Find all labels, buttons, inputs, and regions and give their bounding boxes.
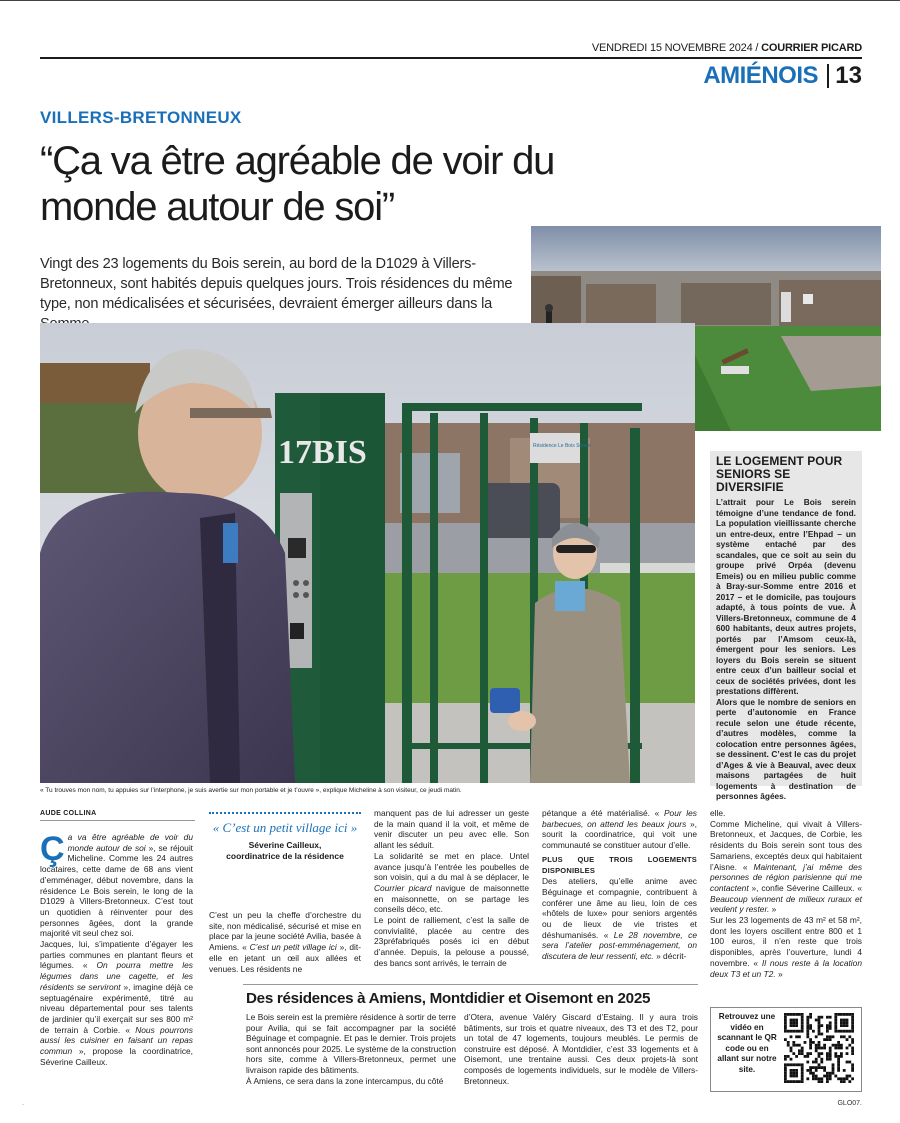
sidebar-title: LE LOGEMENT POUR SENIORS SE DIVERSIFIE bbox=[716, 454, 843, 494]
paragraph-5-text-a: La solidarité se met en place. Untel avance jusqu’à l’entrée les poubelles de son voisin, qui a du mal à se déplacer, le bbox=[374, 850, 529, 883]
paragraph-10-text-c: » bbox=[771, 904, 777, 915]
paragraph-5-paper: Courrier picard bbox=[374, 882, 432, 893]
paragraph-9: elle. bbox=[710, 808, 726, 818]
section-title: AMIÉNOIS bbox=[703, 62, 818, 89]
sidebar-paragraph-1: L’attrait pour Le Bois serein témoigne d’une tendance de fond. La population vieillissante cherche un entre-deux, entre l’Ehpad – un système entaché par des scandales, que ce soit au sein du groupe privé Orpéa (devenu Emeis) ou en milieu public comme à Bray-sur-Somme entre 2016 et 2017 – et le domicile, pas toujours adapté, à tous points de vue. À Villers-Bretonneux, commune de 4 600 habitants, deux autres projets, portés par l’Amsom ceux-là, émergent pour les seniors. Les loyers du Bois serein se situent entre ceux d’un bailleur social et ceux de sociétés privées, dont les prestations diffèrent. bbox=[716, 497, 856, 696]
secondary-paragraph-3: d’Otera, avenue Valéry Giscard d’Estaing. Il y aura trois bâtiments, sur trois et quatre niveaux, des T3 et des T2, pour un total de 47 logements, toujours meublés. Le permis de construire est déposé. À Montdidier, c’est 33 logements et à Oisemont, une trentaine aussi. Ces deux projets-là sont composés de logements individuels, sur le modèle de Villers-Bretonneux. bbox=[464, 1012, 698, 1086]
paragraph-6: Le point de ralliement, c’est la salle de convivialité, placée au centre des 23préfabriqués posés ici en début d’année. Depuis, la pelouse a poussé, des bancs sont arrivés, le terrain de bbox=[374, 915, 529, 968]
paragraph-3-quote: C’est un petit village ici bbox=[249, 942, 337, 953]
paragraph-11-quote: Il nous reste à la location deux T3 et un T2. bbox=[710, 957, 862, 979]
article-column-1 bbox=[40, 832, 193, 1067]
secondary-article-title: Des résidences à Amiens, Montdidier et Oisemont en 2025 bbox=[246, 990, 651, 1007]
paragraph-1 bbox=[40, 832, 193, 939]
paragraph-5-text-b: navigue de maisonnette en maisonnette, on se partage les conseils déco, etc. bbox=[374, 882, 530, 915]
sidebar-paragraph-2: Alors que le nombre de seniors en perte d’autonomie en France recule selon une étude récente, d’autres modèles, comme la colocation entre personnes âgées, se dessinent. C’est le cas du projet d’Ages & vie à Beauval, avec deux maisons partagées de huit logements à destination de personnes âgées. bbox=[716, 696, 856, 801]
sidebar-body bbox=[716, 497, 856, 802]
paragraph-2-quote-b: Nous pourrons aussi les cuisiner en faisant un repas commun bbox=[40, 1024, 193, 1057]
edition-date: VENDREDI 15 NOVEMBRE 2024 bbox=[591, 42, 753, 54]
paragraph-8 bbox=[542, 876, 697, 962]
paragraph-10-quote-b: Beaucoup viennent de milieux ruraux et veulent y rester. bbox=[710, 893, 862, 915]
qr-code-icon[interactable] bbox=[784, 1013, 854, 1083]
secondary-paragraph-2: À Amiens, ce sera dans la zone intercampus, du côté bbox=[246, 1075, 444, 1086]
top-border bbox=[0, 0, 900, 1]
byline-rule bbox=[40, 820, 195, 821]
paper-name: COURRIER PICARD bbox=[761, 42, 862, 54]
paragraph-8-text-a: Des ateliers, qu’elle anime avec Béguinage et compagnie, contribuent à conférer une âme au lieu, loin de ces «hôtels de luxe» pour seniors argentés ou de lieux de vie tristes et déshumanisés. « bbox=[542, 876, 697, 940]
article-column-3 bbox=[374, 808, 529, 969]
video-promo-text: Retrouvez une vidéo en scannant le QR code ou en allant sur notre site. bbox=[717, 1012, 777, 1074]
section-separator bbox=[827, 64, 829, 88]
footer-mark: . bbox=[22, 1100, 24, 1107]
pull-quote-author: Séverine Cailleux, bbox=[248, 840, 322, 850]
sidebar-box bbox=[710, 451, 862, 801]
secondary-article-column-1 bbox=[246, 1012, 456, 1086]
paragraph-10 bbox=[710, 819, 862, 915]
page-code: GLO07. bbox=[837, 1100, 862, 1107]
paragraph-2-text-c: », propose la coordinatrice, Séverine Cailleux. bbox=[40, 1046, 194, 1067]
paragraph-8-text-b: » décrit- bbox=[656, 951, 687, 962]
article-column-4 bbox=[542, 808, 697, 962]
article-kicker: VILLERS-BRETONNEUX bbox=[40, 108, 242, 127]
gate-number-sign: 17BIS bbox=[278, 434, 367, 471]
paragraph-3 bbox=[209, 910, 361, 974]
paragraph-11 bbox=[710, 915, 862, 979]
pull-quote bbox=[209, 812, 361, 862]
secondary-article-column-2 bbox=[464, 1012, 698, 1086]
paragraph-10-text-a: Comme Micheline, qui vivait à Villers-Bretonneux, et Jacques, de Corbie, les résidents du Bois serein sont tous des Samariens, exceptés deux qui habitaient l’Aisne. « bbox=[710, 818, 862, 872]
paragraph-7-text-a: pétanque a été matérialisé. « bbox=[542, 808, 660, 818]
drop-cap: Ç bbox=[40, 830, 65, 868]
paragraph-10-text-b: », confie Séverine Cailleux. « bbox=[751, 882, 862, 893]
author-byline: AUDE COLLINA bbox=[40, 810, 97, 817]
paragraph-7-text-b: », sourit la coordinatrice, qui voit une communauté se constituer autour d’elle. bbox=[542, 818, 697, 851]
paragraph-3-text-a: C’est un peu la cheffe d’orchestre du site, non médicalisé, sécurisé et mise en place par la jeune société Avilia, basée à Amiens. « bbox=[209, 910, 361, 953]
pull-quote-rule bbox=[209, 812, 361, 814]
article-column-5 bbox=[710, 808, 862, 979]
paragraph-8-quote: Le 28 novembre, ce sera l’atelier post-emménagement, on discutera de leur ressenti, etc. bbox=[542, 929, 697, 962]
paragraph-4: manquent pas de lui adresser un geste de la main quand il la voit, et même de venir discuter un peu avec elle. Son allant les séduit. bbox=[374, 808, 529, 851]
header-date: VENDREDI 15 NOVEMBRE 2024 / COURRIER PICARD bbox=[591, 42, 862, 54]
paragraph-10-quote-a: Maintenant, j’ai même des personnes de région parisienne qui me contactent bbox=[710, 861, 863, 893]
paragraph-2-quote-a: On pourra mettre les légumes dans une cagette, et les résidents se serviront bbox=[40, 960, 193, 992]
opening-quote: a va être agréable de voir du monde autour de soi bbox=[67, 832, 193, 853]
paragraph-2 bbox=[40, 939, 193, 1067]
main-photo bbox=[40, 323, 695, 783]
pull-quote-text: « C’est un petit village ici » bbox=[212, 820, 358, 835]
paragraph-1-text: », se réjouit Micheline. Comme les 24 autres locataires, cette dame de 68 ans vient d’emménager, début novembre, dans la résidence Le Bois serein, le long de la D1029 à Villers-Bretonneux. C’est tout un quotidien à réinventer pour des personnes âgées, dont la grande majorité vit seul chez soi. bbox=[40, 842, 194, 939]
header-rule bbox=[40, 57, 862, 59]
photo-caption: « Tu trouves mon nom, tu appuies sur l’interphone, je suis avertie sur mon portable et je t’ouvre », explique Micheline à son visiteur, ce jeudi matin. bbox=[40, 787, 462, 794]
intertitle: PLUS QUE TROIS LOGEMENTS DISPONIBLES bbox=[542, 854, 697, 875]
paragraph-7-quote: Pour les barbecues, on attend les beaux jours bbox=[542, 808, 697, 829]
qr-code-graphic bbox=[784, 1013, 854, 1083]
paragraph-3-text-b: », dit-elle en jetant un œil aux allées et venues. Les résidents ne bbox=[209, 942, 362, 974]
secondary-paragraph-1: Le Bois serein est la première résidence à sortir de terre pour Avilia, qui se fait accompagner par la société Béguinage et compagnie. Et pas le dernier. Trois projets sont annoncés pour 2025. Le système de la construction hors site, comme à Villers-Bretonneux, permet une livraison rapide des bâtiments. bbox=[246, 1012, 456, 1075]
article-column-2 bbox=[209, 910, 361, 974]
paragraph-2-text-b: », imagine déjà ce septuagénaire expérimenté, titré au niveau départemental pour ses talents de jardinier qu’il exerçait sur ses 800 m² de terrain à Corbie. « bbox=[40, 981, 193, 1035]
article-headline: “Ça va être agréable de voir du monde autour de soi” bbox=[40, 139, 555, 229]
paragraph-7 bbox=[542, 808, 697, 851]
residence-plate-sign: Résidence Le Bois Serein bbox=[533, 443, 591, 449]
paragraph-11-text-a: Sur les 23 logements de 43 m² et 58 m², dont les loyers oscillent entre 800 et 1 100 euros, il n’en reste que trois disponibles, après l’ouverture, lundi 4 novembre. « bbox=[710, 915, 862, 968]
page-number: 13 bbox=[835, 62, 862, 89]
paragraph-11-text-b: » bbox=[777, 968, 783, 979]
main-photo-illustration bbox=[40, 323, 695, 783]
secondary-article-rule bbox=[243, 984, 698, 985]
paragraph-5 bbox=[374, 851, 529, 915]
article-standfirst: Vingt des 23 logements du Bois serein, au bord de la D1029 à Villers-Bretonneux, sont habités depuis quelques jours. Trois résidences du même type, non médicalisées et sécurisées, devraient émerger ailleurs dans la bbox=[40, 256, 513, 312]
paragraph-2-text-a: Jacques, lui, s’impatiente d’égayer les parties communes en plantant fleurs et légumes. « bbox=[40, 939, 193, 971]
pull-quote-role: coordinatrice de la résidence bbox=[226, 851, 344, 861]
